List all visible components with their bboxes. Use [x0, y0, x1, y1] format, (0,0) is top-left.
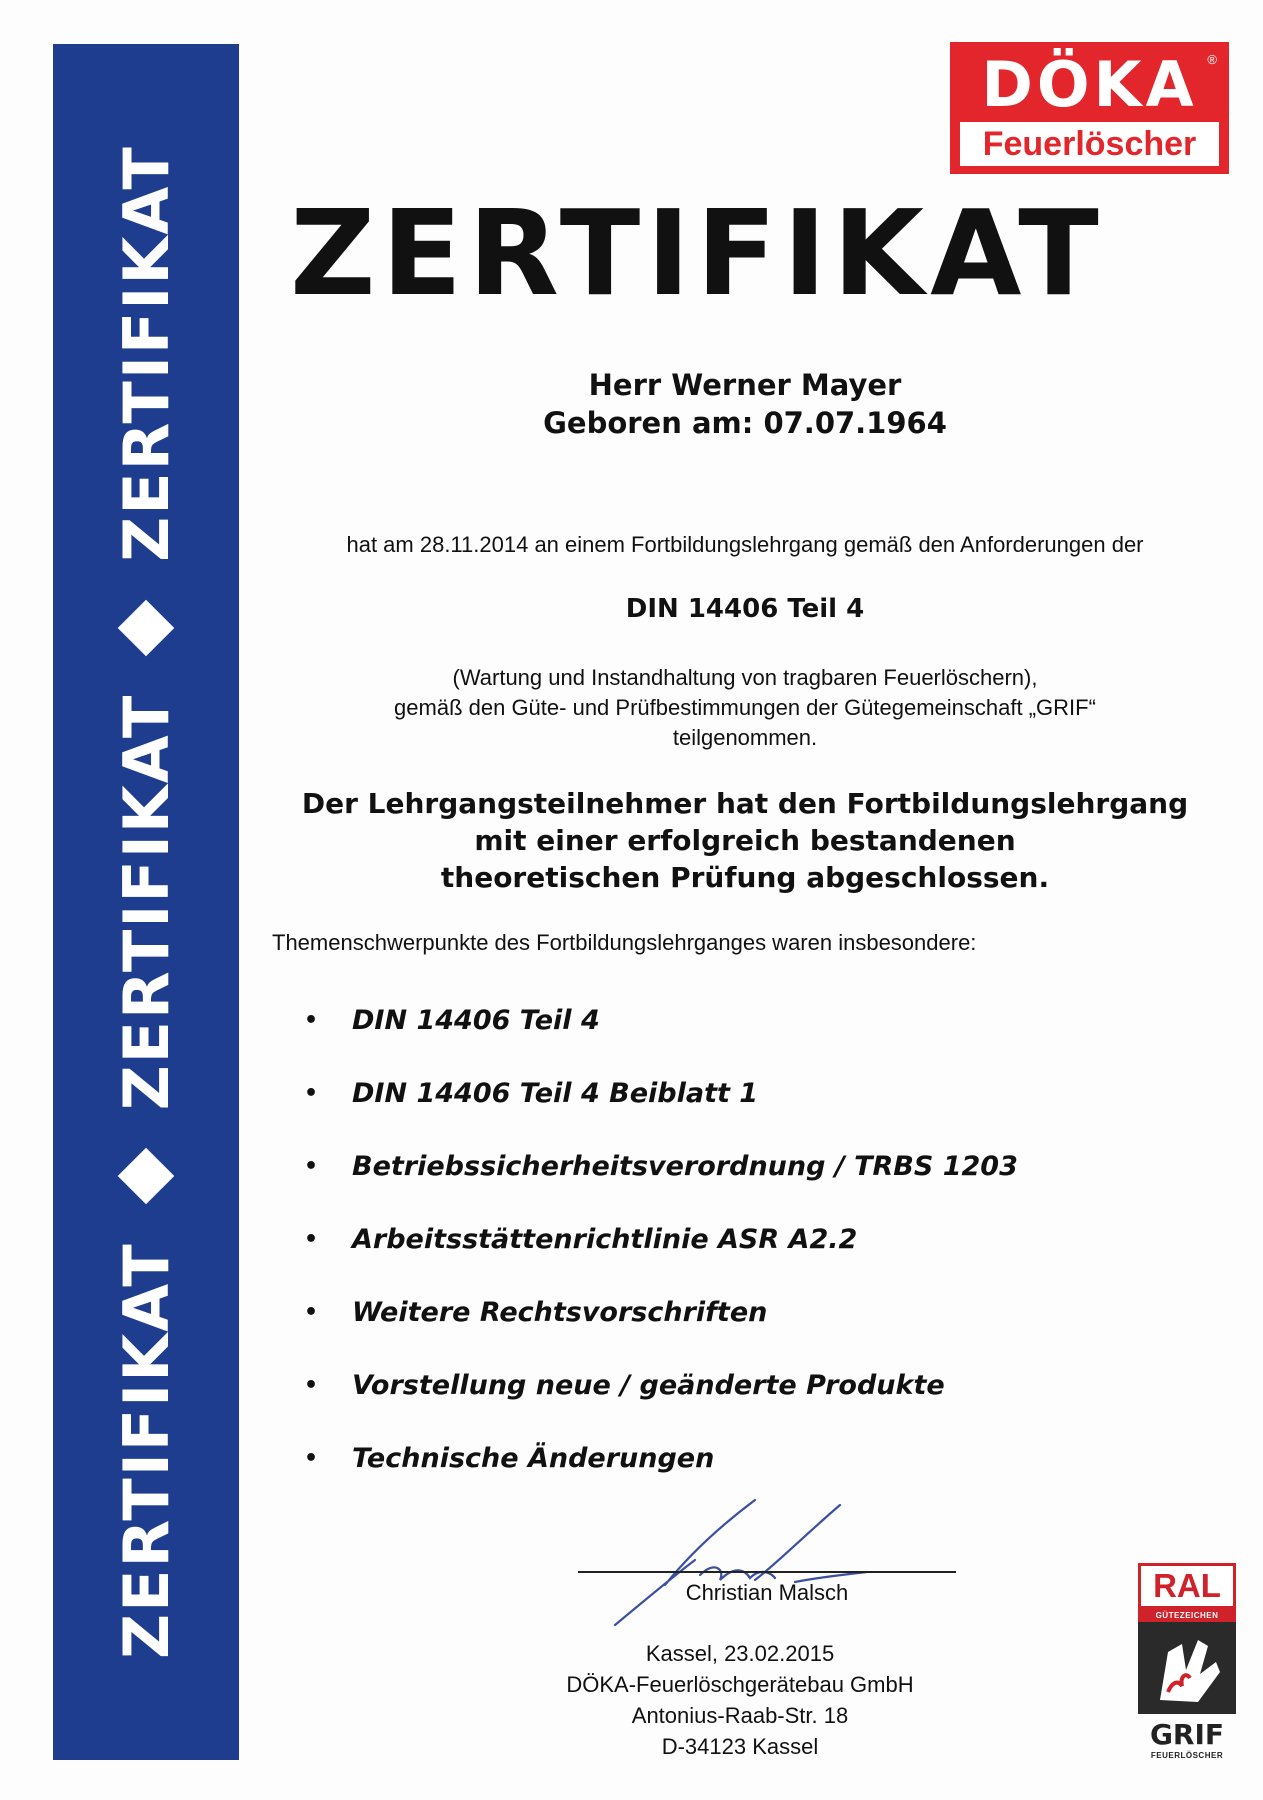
grif-label: GRIF [1149, 1718, 1225, 1751]
diamond-icon [118, 1148, 175, 1205]
topic-label: Weitere Rechtsvorschriften [352, 1297, 768, 1328]
page-title: ZERTIFIKAT [290, 184, 1105, 322]
list-item [304, 1422, 1018, 1495]
bullet-icon: • [304, 1008, 319, 1033]
list-item [304, 1130, 1018, 1203]
success-block [270, 785, 1220, 896]
bullet-icon: • [304, 1373, 319, 1398]
signature-line [578, 1571, 956, 1573]
description-line: (Wartung und Instandhaltung von tragbaren Feuerlöschern), [452, 665, 1038, 690]
doka-logo [950, 42, 1229, 174]
grif-emblem-icon [1138, 1622, 1236, 1714]
intro-text: hat am 28.11.2014 an einem Fortbildungslehrgang gemäß den Anforderungen der [346, 532, 1144, 557]
ral-sub-label: GÜTEZEICHEN [1138, 1609, 1236, 1622]
list-item [304, 1203, 1018, 1276]
grif-sub-label: FEUERLÖSCHER [1150, 1751, 1224, 1760]
description-line: teilgenommen. [672, 725, 818, 750]
list-item [304, 1057, 1018, 1130]
diamond-icon [118, 599, 175, 656]
topic-label: DIN 14406 Teil 4 [352, 1005, 600, 1036]
ral-label: RAL [1138, 1563, 1236, 1609]
topic-label: Arbeitsstättenrichtlinie ASR A2.2 [352, 1224, 858, 1255]
topic-label: Technische Änderungen [352, 1443, 715, 1474]
topic-label: Vorstellung neue / geänderte Produkte [352, 1370, 945, 1401]
topic-label: DIN 14406 Teil 4 Beiblatt 1 [352, 1078, 759, 1109]
signature-mark [605, 1490, 875, 1640]
topics-list [304, 984, 1018, 1495]
bullet-icon: • [304, 1081, 319, 1106]
address-line: D-34123 Kassel [661, 1734, 819, 1759]
recipient-birth: Geboren am: 07.07.1964 [543, 406, 947, 440]
address-line: DÖKA-Feuerlöschgerätebau GmbH [566, 1672, 914, 1697]
bullet-icon: • [304, 1446, 319, 1471]
bullet-icon: • [304, 1300, 319, 1325]
side-word: ZERTIFIKAT [109, 145, 183, 562]
bullet-icon: • [304, 1154, 319, 1179]
bullet-icon: • [304, 1227, 319, 1252]
side-band-text [53, 44, 239, 1760]
address-line: Antonius-Raab-Str. 18 [631, 1703, 849, 1728]
success-line: Der Lehrgangsteilnehmer hat den Fortbildungslehrgang [301, 787, 1189, 820]
address-block [470, 1638, 1010, 1762]
recipient-name: Herr Werner Mayer [588, 368, 902, 402]
side-band [53, 44, 239, 1760]
address-line: Kassel, 23.02.2015 [645, 1641, 835, 1666]
topic-label: Betriebssicherheitsverordnung / TRBS 1203 [352, 1151, 1018, 1182]
description-block [270, 663, 1220, 753]
registered-icon: ® [1207, 52, 1217, 67]
signatory-name: Christian Malsch [685, 1580, 849, 1605]
topics-intro: Themenschwerpunkte des Fortbildungslehrganges waren insbesondere: [272, 930, 977, 955]
recipient-block [270, 366, 1220, 442]
list-item [304, 1276, 1018, 1349]
description-line: gemäß den Güte- und Prüfbestimmungen der Gütegemeinschaft „GRIF“ [394, 695, 1096, 720]
side-word: ZERTIFIKAT [109, 1242, 183, 1659]
success-line: theoretischen Prüfung abgeschlossen. [440, 861, 1050, 894]
logo-sub: Feuerlöscher [960, 122, 1219, 166]
standard-title: DIN 14406 Teil 4 [625, 594, 865, 624]
list-item [304, 1349, 1018, 1422]
success-line: mit einer erfolgreich bestandenen [474, 824, 1016, 857]
list-item [304, 984, 1018, 1057]
side-word: ZERTIFIKAT [109, 693, 183, 1111]
logo-brand: DÖKA [981, 47, 1198, 121]
ral-grif-seal [1138, 1563, 1236, 1763]
